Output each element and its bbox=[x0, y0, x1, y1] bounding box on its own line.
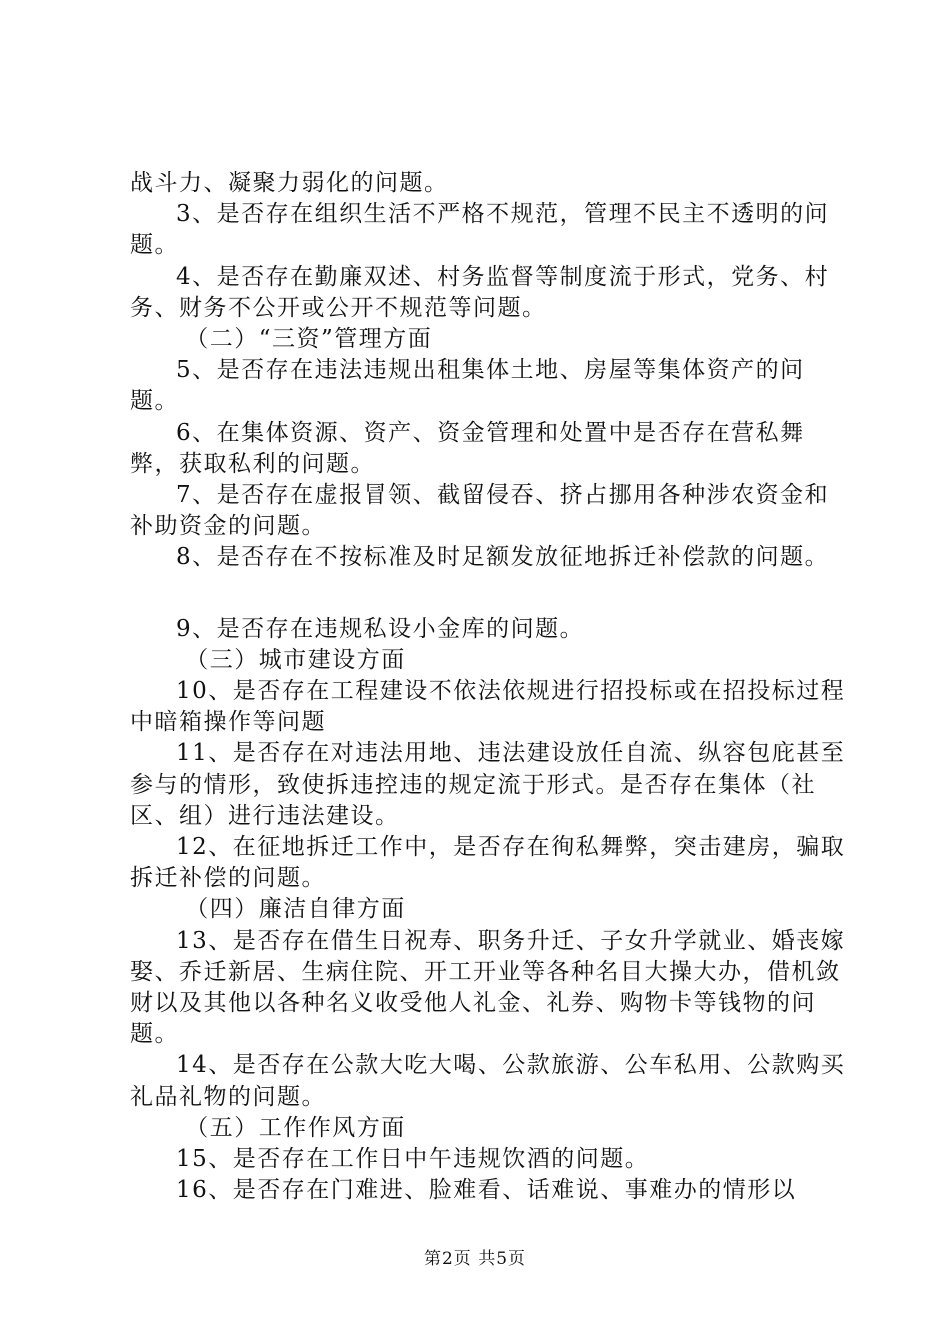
paragraph: 14、是否存在公款大吃大喝、公款旅游、公车私用、公款购买礼品礼物的问题。 bbox=[130, 1052, 846, 1110]
section-heading: （二）“三资”管理方面 bbox=[185, 326, 433, 353]
paragraph: 15、是否存在工作日中午违规饮酒的问题。 bbox=[176, 1146, 650, 1173]
section-heading: （三）城市建设方面 bbox=[185, 646, 406, 673]
paragraph: 11、是否存在对违法用地、违法建设放任自流、纵容包庇甚至参与的情形，致使拆违控违的规定流于形式。是否存在集体（社区、组）进行违法建设。 bbox=[130, 740, 846, 829]
paragraph: 5、是否存在违法违规出租集体土地、房屋等集体资产的问题。 bbox=[130, 357, 805, 415]
section-heading: （五）工作作风方面 bbox=[185, 1114, 406, 1141]
paragraph: 8、是否存在不按标准及时足额发放征地拆迁补偿款的问题。 bbox=[176, 544, 830, 571]
blank-line bbox=[130, 574, 850, 614]
document-body bbox=[130, 168, 850, 1207]
paragraph: 10、是否存在工程建设不依法依规进行招投标或在招投标过程中暗箱操作等问题 bbox=[130, 678, 846, 736]
section-heading: （四）廉洁自律方面 bbox=[185, 896, 406, 923]
paragraph: 战斗力、凝聚力弱化的问题。 bbox=[130, 170, 449, 196]
paragraph: 6、在集体资源、资产、资金管理和处置中是否存在营私舞弊，获取私利的问题。 bbox=[130, 419, 805, 477]
paragraph: 13、是否存在借生日祝寿、职务升迁、子女升学就业、婚丧嫁娶、乔迁新居、生病住院、开工开业等各种名目大操大办，借机敛财以及其他以各种名义收受他人礼金、礼券、购物卡等钱物的问题。 bbox=[130, 927, 846, 1048]
paragraph: 3、是否存在组织生活不严格不规范，管理不民主不透明的问题。 bbox=[130, 201, 830, 259]
paragraph: 12、在征地拆迁工作中，是否存在徇私舞弊，突击建房，骗取拆迁补偿的问题。 bbox=[130, 834, 846, 892]
paragraph: 16、是否存在门难进、脸难看、话难说、事难办的情形以 bbox=[176, 1177, 797, 1204]
page-footer: 第2页 共5页 bbox=[423, 1249, 527, 1269]
paragraph: 4、是否存在勤廉双述、村务监督等制度流于形式，党务、村务、财务不公开或公开不规范等问题。 bbox=[130, 263, 830, 321]
paragraph: 9、是否存在违规私设小金库的问题。 bbox=[176, 615, 585, 642]
paragraph: 7、是否存在虚报冒领、截留侵吞、挤占挪用各种涉农资金和补助资金的问题。 bbox=[130, 482, 830, 540]
